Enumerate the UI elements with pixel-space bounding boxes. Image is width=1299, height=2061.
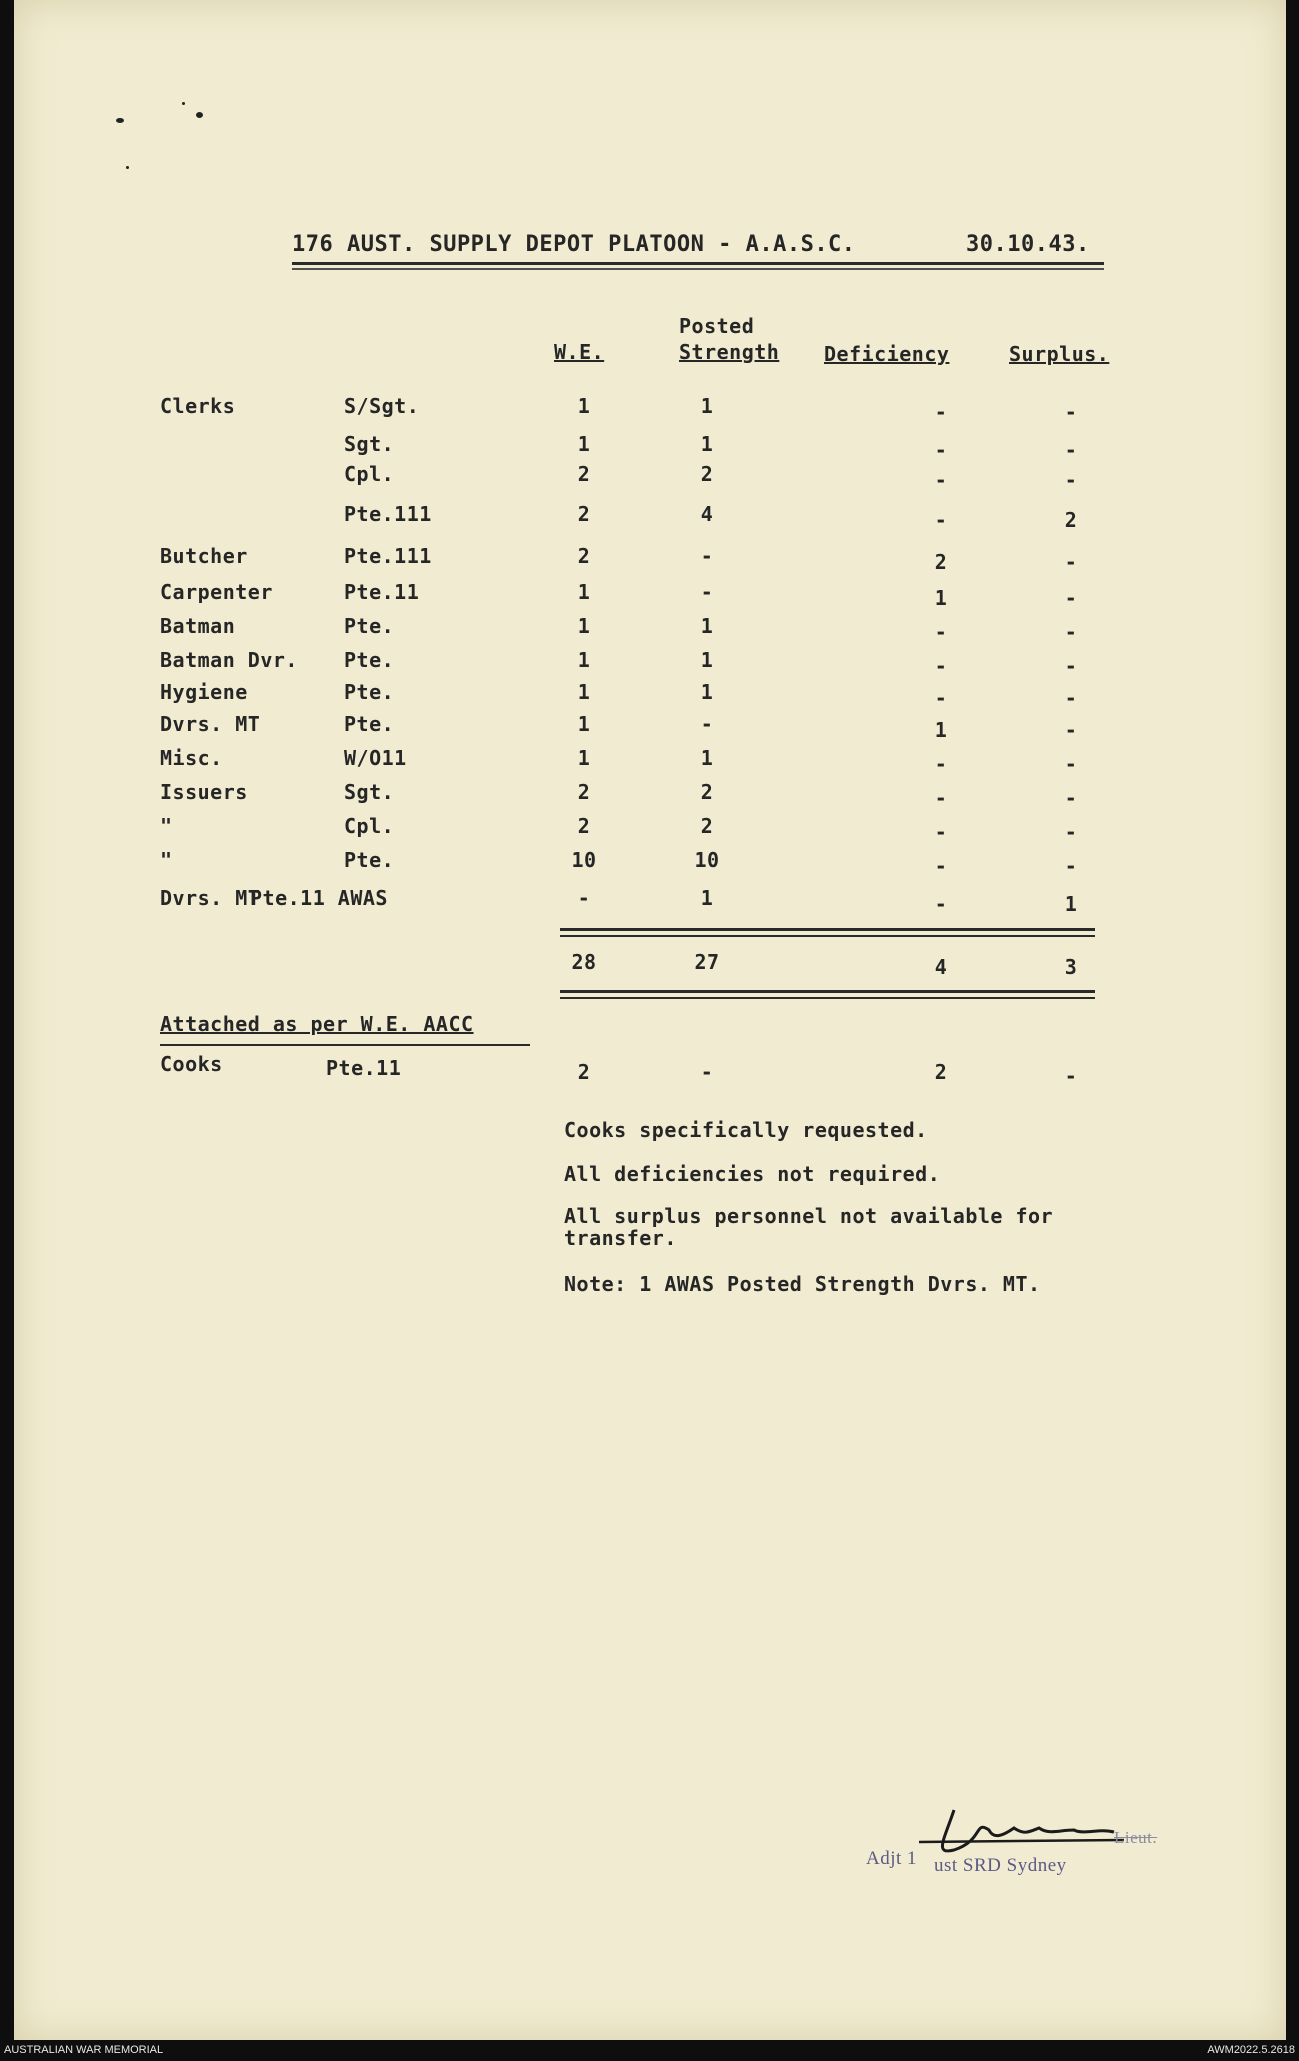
row-deficiency: - xyxy=(934,620,948,644)
attached-surplus: - xyxy=(1064,1064,1078,1088)
row-we: 2 xyxy=(577,814,591,838)
attached-we: 2 xyxy=(577,1060,591,1084)
row-deficiency: - xyxy=(934,654,948,678)
note-deficiencies: All deficiencies not required. xyxy=(564,1162,941,1186)
row-deficiency: - xyxy=(934,438,948,462)
title-underline xyxy=(292,262,1104,265)
ink-speck xyxy=(182,102,185,105)
row-we: 2 xyxy=(577,544,591,568)
row-trade: Issuers xyxy=(160,780,248,804)
row-we: - xyxy=(577,886,591,910)
row-deficiency: - xyxy=(934,854,948,878)
row-rank: Pte.11 xyxy=(344,580,420,604)
row-posted: 1 xyxy=(700,746,714,770)
stamp-suffix: ust SRD Sydney xyxy=(934,1855,1067,1876)
row-surplus: - xyxy=(1064,438,1078,462)
row-posted: 2 xyxy=(700,780,714,804)
attached-posted: - xyxy=(700,1060,714,1084)
note-awas: Note: 1 AWAS Posted Strength Dvrs. MT. xyxy=(564,1272,1041,1296)
row-trade: " xyxy=(160,848,173,872)
row-rank: Sgt. xyxy=(344,780,395,804)
row-trade: Dvrs. MT xyxy=(160,712,261,736)
row-deficiency: - xyxy=(934,468,948,492)
row-surplus: 2 xyxy=(1064,508,1078,532)
row-surplus: - xyxy=(1064,854,1078,878)
row-trade: " xyxy=(160,814,173,838)
header-we: W.E. xyxy=(554,340,605,364)
row-rank: Pte. xyxy=(344,614,395,638)
row-we: 1 xyxy=(577,680,591,704)
row-posted: - xyxy=(700,712,714,736)
totals-rule-top xyxy=(560,928,1095,931)
row-trade: Carpenter xyxy=(160,580,273,604)
row-surplus: 1 xyxy=(1064,892,1078,916)
row-posted: - xyxy=(700,544,714,568)
row-surplus: - xyxy=(1064,718,1078,742)
row-we: 2 xyxy=(577,502,591,526)
stamp-prefix: Adjt 1 xyxy=(866,1848,918,1869)
footer-right: AWM2022.5.2618 xyxy=(1207,2044,1295,2056)
row-surplus: - xyxy=(1064,654,1078,678)
row-posted: 4 xyxy=(700,502,714,526)
ink-speck xyxy=(116,118,124,123)
row-deficiency: 1 xyxy=(934,718,948,742)
row-rank: Pte.11 AWAS xyxy=(250,886,388,910)
row-surplus: - xyxy=(1064,820,1078,844)
row-deficiency: - xyxy=(934,892,948,916)
row-surplus: - xyxy=(1064,786,1078,810)
row-we: 10 xyxy=(571,848,597,872)
total-deficiency: 4 xyxy=(934,955,948,979)
row-rank: Pte. xyxy=(344,848,395,872)
row-surplus: - xyxy=(1064,686,1078,710)
attached-rank: Pte.11 xyxy=(326,1056,402,1080)
total-surplus: 3 xyxy=(1064,955,1078,979)
attached-trade: Cooks xyxy=(160,1052,223,1076)
row-deficiency: - xyxy=(934,508,948,532)
row-posted: 1 xyxy=(700,432,714,456)
title-underline-2 xyxy=(292,268,1104,270)
row-trade: Clerks xyxy=(160,394,236,418)
attached-underline xyxy=(160,1044,530,1046)
document-date: 30.10.43. xyxy=(966,232,1090,257)
totals-rule-top-2 xyxy=(560,935,1095,937)
row-trade: Batman Dvr. xyxy=(160,648,298,672)
row-rank: S/Sgt. xyxy=(344,394,420,418)
row-rank: Sgt. xyxy=(344,432,395,456)
row-surplus: - xyxy=(1064,752,1078,776)
row-deficiency: - xyxy=(934,820,948,844)
row-rank: Pte. xyxy=(344,680,395,704)
row-rank: Pte. xyxy=(344,712,395,736)
totals-rule-bottom-2 xyxy=(560,997,1095,999)
document-title: 176 AUST. SUPPLY DEPOT PLATOON - A.A.S.C. xyxy=(292,232,856,257)
row-rank: Pte. xyxy=(344,648,395,672)
row-surplus: - xyxy=(1064,468,1078,492)
row-posted: 2 xyxy=(700,462,714,486)
row-surplus: - xyxy=(1064,586,1078,610)
note-surplus-1: All surplus personnel not available for xyxy=(564,1204,1054,1228)
footer-bar xyxy=(0,2040,1299,2061)
row-we: 2 xyxy=(577,462,591,486)
note-cooks: Cooks specifically requested. xyxy=(564,1118,928,1142)
header-strength: Strength xyxy=(679,340,780,364)
row-deficiency: 1 xyxy=(934,586,948,610)
row-trade: Dvrs. MT xyxy=(160,886,261,910)
row-surplus: - xyxy=(1064,550,1078,574)
row-posted: 2 xyxy=(700,814,714,838)
attached-deficiency: 2 xyxy=(934,1060,948,1084)
totals-rule-bottom xyxy=(560,990,1095,993)
row-we: 1 xyxy=(577,394,591,418)
row-trade: Misc. xyxy=(160,746,223,770)
ink-speck xyxy=(196,112,203,118)
row-posted: 1 xyxy=(700,648,714,672)
row-we: 1 xyxy=(577,648,591,672)
row-posted: 1 xyxy=(700,886,714,910)
header-posted: Posted xyxy=(679,314,755,338)
row-deficiency: 2 xyxy=(934,550,948,574)
ink-speck xyxy=(126,166,129,169)
row-deficiency: - xyxy=(934,786,948,810)
row-trade: Butcher xyxy=(160,544,248,568)
row-posted: 10 xyxy=(694,848,720,872)
row-rank: Cpl. xyxy=(344,814,395,838)
row-surplus: - xyxy=(1064,620,1078,644)
row-posted: 1 xyxy=(700,614,714,638)
total-posted: 27 xyxy=(694,950,720,974)
row-trade: Batman xyxy=(160,614,236,638)
row-we: 1 xyxy=(577,432,591,456)
row-deficiency: - xyxy=(934,752,948,776)
footer-left: AUSTRALIAN WAR MEMORIAL xyxy=(4,2044,164,2056)
row-deficiency: - xyxy=(934,686,948,710)
row-posted: - xyxy=(700,580,714,604)
row-we: 1 xyxy=(577,712,591,736)
row-deficiency: - xyxy=(934,400,948,424)
attached-heading: Attached as per W.E. AACC xyxy=(160,1012,474,1036)
document-page xyxy=(14,0,1286,2040)
header-surplus: Surplus. xyxy=(1009,342,1110,366)
row-rank: W/O11 xyxy=(344,746,407,770)
row-posted: 1 xyxy=(700,680,714,704)
row-trade: Hygiene xyxy=(160,680,248,704)
row-rank: Cpl. xyxy=(344,462,395,486)
row-posted: 1 xyxy=(700,394,714,418)
note-surplus-2: transfer. xyxy=(564,1226,677,1250)
row-rank: Pte.111 xyxy=(344,502,432,526)
stamp-struck: Lieut. xyxy=(1114,1828,1158,1847)
total-we: 28 xyxy=(571,950,597,974)
row-we: 1 xyxy=(577,580,591,604)
row-surplus: - xyxy=(1064,400,1078,424)
header-deficiency: Deficiency xyxy=(824,342,950,366)
row-rank: Pte.111 xyxy=(344,544,432,568)
row-we: 2 xyxy=(577,780,591,804)
row-we: 1 xyxy=(577,614,591,638)
row-we: 1 xyxy=(577,746,591,770)
